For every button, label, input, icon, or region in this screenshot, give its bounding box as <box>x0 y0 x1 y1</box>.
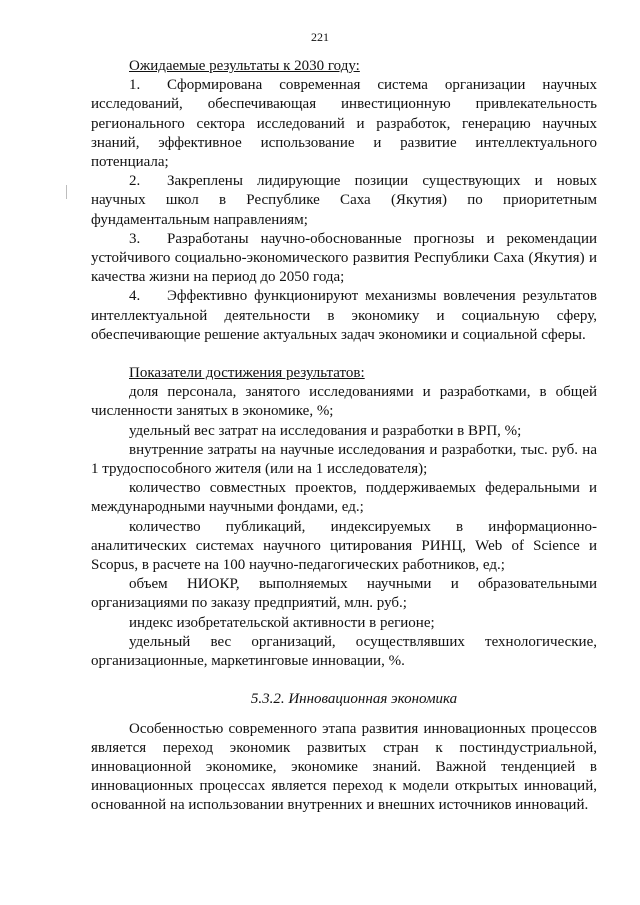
page-content <box>91 57 597 816</box>
section-title: 5.3.2. Инновационная экономика <box>250 691 458 708</box>
indicator-item: удельный вес затрат на исследования и разработки в ВРП, %; <box>129 422 522 439</box>
expected-item-3 <box>91 230 597 288</box>
indicator-item: удельный вес организаций, осуществлявших технологические, организационные, маркетинговые инновации, %. <box>91 633 597 670</box>
item-number: 2. <box>129 173 141 190</box>
item-text: Эффективно функционируют механизмы вовлечения результатов интеллектуальной деятельности в экономику и социальную сферу, обеспечивающие решение актуальных задач экономики и социальной сферы. <box>91 288 597 343</box>
indicator-item: количество совместных проектов, поддерживаемых федеральными и международными научными фондами, ед.; <box>91 480 597 516</box>
expected-item-1 <box>91 76 597 172</box>
spacer <box>91 345 597 364</box>
spacer <box>91 710 597 720</box>
section-paragraph: Особенностью современного этапа развития инновационных процессов является переход экономик развитых стран к постиндустриальной, инновационной экономике, экономике знаний. Важной тенденцией в инновационных процессах является переход к модели открытых инноваций, основанной на использовании внутренних и внешних источников инноваций. <box>91 720 597 814</box>
item-text: Закреплены лидирующие позиции существующих и новых научных школ в Республике Саха (Якутия) по приоритетным фундаментальным направлениям; <box>91 173 597 228</box>
indicator-item: индекс изобретательской активности в регионе; <box>129 614 435 631</box>
item-number: 4. <box>129 288 141 305</box>
spacer <box>91 671 597 690</box>
page-number: 221 <box>311 30 329 44</box>
indicator-item: внутренние затраты на научные исследования и разработки, тыс. руб. на 1 трудоспособного жителя (или на 1 исследователя); <box>91 441 597 478</box>
expected-item-4 <box>91 287 597 345</box>
indicator-item: доля персонала, занятого исследованиями и разработками, в общей численности занятых в экономике, %; <box>91 384 597 420</box>
margin-mark <box>66 185 67 199</box>
indicator-item: объем НИОКР, выполняемых научными и образовательными организациями по заказу предприятий, млн. руб.; <box>91 576 597 612</box>
indicator-item: количество публикаций, индексируемых в информационно-аналитических системах научного цитирования РИНЦ, Web of Science и Scopus, в расчете на 100 научно-педагогических работников, ед.; <box>91 518 597 574</box>
indicators-heading: Показатели достижения результатов: <box>129 365 365 382</box>
expected-results-heading: Ожидаемые результаты к 2030 году: <box>129 58 360 74</box>
item-number: 1. <box>129 77 141 94</box>
item-text: Разработаны научно-обоснованные прогнозы и рекомендации устойчивого социально-экономического развития Республики Саха (Якутия) и качества жизни на период до 2050 года; <box>91 230 597 286</box>
expected-item-2 <box>91 172 597 230</box>
item-text: Сформирована современная система организации научных исследований, обеспечивающая инвестиционную привлекательность регионального сектора исследований и разработок, генерацию научных знаний, эффективное использование и развитие интеллектуального потенциала; <box>91 77 597 171</box>
item-number: 3. <box>129 230 141 247</box>
